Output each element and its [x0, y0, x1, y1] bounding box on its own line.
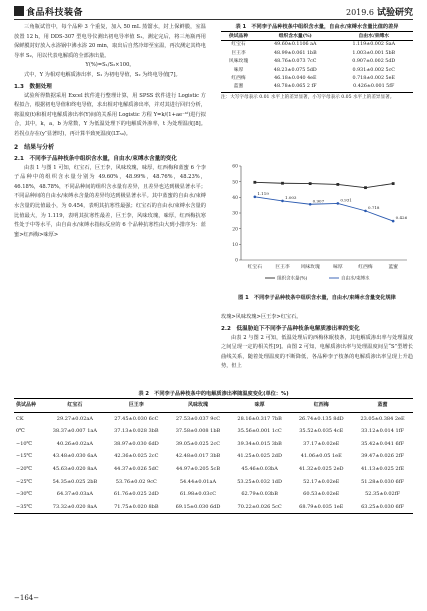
series-point-free-bound-ratio [254, 196, 257, 199]
table1-row [221, 50, 413, 58]
table2-block [14, 390, 413, 514]
table2-cell: 45.63±0.020 8aA [52, 465, 97, 472]
table2-cell: 44.37±0.026 5dC [114, 465, 159, 472]
table2-cell: 53.25±0.032 1dD [237, 478, 283, 485]
table2-cell: 54.44±0.01aA [179, 478, 217, 485]
series-point-water-content [281, 182, 284, 185]
table2-header: 蓝蜜 [377, 402, 388, 408]
legend-label: 自由水/束缚水 [341, 276, 370, 282]
right-column-text [221, 313, 413, 372]
table1-cell: 48.23±0.075 5dD [273, 67, 317, 73]
table2-caption: 表 2 不同李子品种枝条中的电解质渗出率随温度变化(单位：%) [138, 391, 289, 397]
journal-name: 食品科技装备 [26, 8, 84, 18]
table2-cell: 27.45±0.030 6cC [114, 415, 159, 422]
section-heading-1-3: 1.3 数据处理 [14, 83, 52, 90]
y-tick-label: 20 [232, 227, 238, 233]
table1-note: 注：大写字母表示 0.01 水平上的差异显著，小写字母表示 0.05 水平上的差异显著。 [221, 94, 395, 100]
section-name: 试验研究 [376, 8, 413, 18]
journal-logo-icon [14, 6, 24, 16]
table2-cell: 38.97±0.030 6dD [113, 440, 159, 447]
series-line-water-content [255, 182, 393, 187]
table1 [221, 31, 413, 93]
table2-row [14, 438, 413, 451]
table2-cell: 71.75±0.020 8bB [114, 503, 159, 510]
y-tick-label: 10 [232, 242, 238, 248]
table2-cell: 45.46±0.03bA [241, 465, 278, 472]
data-label: 0.907 [312, 198, 325, 204]
table1-cell: 48.76±0.073 7cC [274, 59, 317, 65]
series-point-water-content [364, 186, 367, 189]
table1-cell: 蓝蜜 [233, 84, 244, 90]
table2-cell: 41.32±0.025 2eD [299, 465, 344, 472]
table1-cell: 0.907±0.002 5dD [352, 59, 396, 65]
series-point-water-content [392, 182, 395, 185]
series-point-free-bound-ratio [364, 210, 367, 213]
table2-row [14, 425, 413, 438]
table2 [14, 398, 413, 514]
header-rule [14, 19, 413, 20]
table2-row [14, 463, 413, 476]
series-point-water-content [336, 183, 339, 186]
table2-cell: 41.06±0.05 1eE [300, 453, 342, 460]
table1-header: 供试品种 [228, 33, 249, 39]
x-tick-label: 风味玫瑰 [300, 265, 320, 270]
y-tick-label: 0 [235, 258, 238, 264]
table2-cell: 23.05±0.384 2eE [360, 415, 405, 422]
table2-header: 红西梅 [313, 402, 329, 408]
paragraph-results-2-2: 由表 2 与图 2 可知，低温处理后的西梅休眠枝条，其电解质渗出率与处理温度之间呈现一定的相关性[9]。由图 2 可知，电解质渗出率与处理温度间呈“S”型增长曲线关系，随着处理温度的不断降低，各品种李子枝条的电解质渗出率呈现上升趋势，但上 [221, 334, 413, 370]
table2-cell: 39.47±0.026 2fF [361, 453, 405, 460]
issue-number: 2019.6 [345, 8, 374, 17]
table2-cell: 35.56±0.001 1cC [237, 428, 282, 435]
table2-cell: 63.25±0.030 6fF [361, 503, 405, 510]
figure1-chart [221, 160, 413, 290]
table2-cell: −10℃ [16, 440, 33, 447]
table1-cell: 巨王李 [231, 50, 246, 56]
table1-cell: 1.119±0.002 SaA [352, 42, 396, 48]
table1-cell: 红西梅 [231, 76, 246, 82]
table2-cell: 64.37±0.03aA [56, 491, 93, 498]
table2-cell: 40.26±0.02aA [56, 440, 93, 447]
paragraph-results-2-1: 由表 1 与图 1 可知，红宝石，巨王李，风味玫瑰，味厚，红西梅和蓝蜜 6 个李子品种中的组织含水量分别为 49.60%，48.99%，48.76%，48.23%，46.18%，48.78%，不同品种间的组织含水量有差异，且差异也达到极显著水平；不同品种间的自由水/束缚水含量的差异均达到极显著水平。其中蓝蜜的自由水/束缚水含量的比值最小，为 0.454，表明其抗寒性最强；红宝石的自由水/束缚水含量的比值最大，为 1.119，表明其抗寒性最差，巨王李，风味玫瑰，味厚，红西梅抗寒性处于中等水平，由自由水/束缚水指标反应的 6 个品种抗寒性由大到小排序为：蓝蜜>红西梅>味厚> [14, 164, 206, 238]
table2-cell: CK [16, 415, 24, 422]
table2-row [14, 501, 413, 514]
table2-row [14, 476, 413, 489]
table2-cell: 37.58±0.008 1bB [175, 428, 221, 435]
table2-cell: 62.79±0.03bB [241, 491, 278, 498]
series-point-water-content [309, 182, 312, 185]
journal-logo [14, 5, 83, 18]
table1-cell: 味厚 [233, 67, 244, 73]
table1-cell: 红宝石 [231, 42, 246, 48]
issue-info [346, 5, 413, 18]
table2-header: 供试品种 [16, 402, 37, 408]
table2-cell: 28.16±0.317 7bB [237, 415, 282, 422]
table2-header: 味厚 [254, 402, 265, 408]
table1-cell: 0.931±0.002 5cC [352, 67, 395, 73]
table2-cell: 38.37±0.007 1aA [52, 428, 97, 435]
data-label: 0.718 [368, 204, 380, 210]
table2-cell: 27.53±0.037 9cC [175, 415, 221, 422]
page-number: −164− [14, 594, 40, 602]
legend-label: 组织含水量(%) [277, 276, 308, 282]
table1-cell: 0.718±0.002 5eE [352, 76, 395, 82]
data-label: 1.119 [257, 190, 269, 196]
table1-header: 自由水/束缚水 [358, 33, 390, 39]
table2-cell: 69.15±0.030 6dD [175, 503, 221, 510]
series-point-free-bound-ratio [392, 220, 395, 223]
table2-cell: 52.17±0.02eE [303, 478, 340, 485]
table2-row [14, 488, 413, 501]
series-point-free-bound-ratio [281, 200, 284, 203]
table2-cell: 52.35±0.02fF [365, 491, 401, 498]
formula: Y(%)=S₁/S₂×100。 [85, 62, 135, 69]
x-tick-label: 红宝石 [247, 265, 263, 270]
paragraph-method: 三角瓶试管中，每个品种 3 个重复，加入 50 mL 蒸馏水，封上保鲜膜，室温放置 12 h，用 DDS-307 型电导仪测出初电导率值 S₁，测定完后，将三角瓶再用保鲜膜封好放入水浴锅中沸水浴 20 min，取出后自然冷却至室温，再次测定其终电导率 S₂，用以代表电解质的全部渗出量。 [14, 24, 206, 59]
table2-cell: 54.35±0.025 2bB [52, 478, 98, 485]
table1-cell: 49.60±0.1106 aA [274, 42, 317, 48]
table1-cell: 48.99±0.061 1bB [273, 50, 317, 56]
table2-cell: 35.42±0.041 6fF [361, 440, 405, 447]
table2-header-row [14, 399, 413, 413]
data-label: 0.426 [395, 215, 408, 221]
table1-row [221, 58, 413, 66]
table2-cell: 33.12±0.014 1fF [361, 428, 405, 435]
table1-caption: 表 1 不同李子品种枝条中组织含水量，自由水/束缚水含量比值的差异 [235, 24, 399, 30]
table2-cell: −30℃ [16, 491, 33, 498]
table1-row [221, 83, 413, 92]
table2-header: 巨王李 [128, 402, 144, 408]
table2-cell: 51.28±0.030 6fF [361, 478, 405, 485]
paragraph-formula-note: 式中，Y 为相对电解质渗出率，S₁ 为初电导值，S₂ 为终电导值[7]。 [24, 71, 181, 78]
table2-cell: −25℃ [16, 478, 33, 485]
data-label: 0.931 [340, 197, 352, 203]
table2-cell: 73.32±0.020 8aA [52, 503, 97, 510]
table2-cell: −20℃ [16, 465, 33, 472]
table2-row [14, 450, 413, 463]
table2-header: 红宝石 [67, 402, 83, 408]
table1-cell: 0.426±0.001 5fF [353, 84, 395, 90]
x-tick-label: 蓝蜜 [388, 265, 398, 270]
table2-cell: 35.52±0.035 4cE [299, 428, 344, 435]
figure1-caption: 图 1 不同李子品种枝条中组织含水量，自由水/束缚水含量变化规律 [238, 295, 396, 301]
table2-row [14, 412, 413, 425]
table2-cell: 61.98±0.03cC [179, 491, 217, 498]
table2-cell: 61.76±0.025 2dD [113, 491, 159, 498]
paragraph-data-processing: 试验所得数据采用 Excel 软件进行整理计算，用 SPSS 软件进行 Logistic 方程拟合，根据初电导值和终电导值，求出相对电解质渗出率，并对其进行回归分析，将温度(t)和相对电解质渗出率(Y)间的关系用 Logistic 方程 Y=k/(1+ae⁻ᵇᵗ)进行拟合，其中，k，a，b 为常数，Y 为低温处理下的电解质外渗率，t 为处理温度[8]。若拐点存在(y″显著时)，再计算半致死温度(LT₅₀)。 [14, 92, 206, 137]
table1-cell: 46.18±0.040 4eE [274, 76, 317, 82]
table2-cell: 68.79±0.035 1eE [299, 503, 344, 510]
x-tick-label: 红西梅 [358, 265, 373, 270]
section-heading-2: 2 结果与分析 [14, 143, 55, 151]
left-column [14, 23, 206, 240]
table1-row [221, 67, 413, 75]
table2-cell: 37.17±0.02eE [303, 440, 340, 447]
x-tick-label: 巨王李 [275, 265, 290, 270]
y-tick-label: 60 [232, 164, 238, 170]
table2-cell: 70.22±0.026 5cC [237, 503, 282, 510]
table2-cell: 53.76±0.02 9cC [115, 478, 157, 485]
y-tick-label: 30 [232, 211, 238, 217]
data-label: 1.003 [285, 194, 297, 200]
y-tick-label: 50 [232, 180, 238, 186]
table2-cell: 29.27±0.02aA [56, 415, 93, 422]
section-heading-2-2: 2.2 低温胁迫下不同李子品种枝条电解质渗出率的变化 [221, 325, 360, 332]
table2-cell: −15℃ [16, 453, 33, 460]
x-tick-label: 味厚 [333, 265, 343, 270]
table2-cell: 39.34±0.015 3bB [237, 440, 282, 447]
table2-cell: 60.53±0.02eE [303, 491, 340, 498]
table1-cell: 风味玫瑰 [228, 59, 249, 65]
table2-cell: 41.25±0.025 2dD [237, 453, 283, 460]
y-tick-label: 40 [232, 195, 238, 201]
table2-cell: 41.13±0.025 2fE [361, 465, 405, 472]
table1-cell: 48.78±0.065 2 fF [273, 84, 317, 90]
table1-header-row [221, 32, 413, 41]
series-point-free-bound-ratio [309, 203, 312, 206]
series-point-water-content [253, 181, 256, 184]
table2-cell: 44.97±0.205 5cB [175, 465, 220, 472]
table1-row [221, 41, 413, 50]
table2-cell: 42.48±0.017 3bB [175, 453, 221, 460]
paragraph-results-cont: 玫瑰>风味玫瑰>巨王李>红宝石。 [221, 314, 302, 320]
table2-cell: 0℃ [16, 428, 25, 435]
table2-header: 风味玫瑰 [187, 402, 208, 408]
table1-cell: 1.003±0.001 5bB [352, 50, 396, 56]
table2-cell: 37.13±0.028 3bB [114, 428, 159, 435]
table2-cell: 39.05±0.025 2cC [175, 440, 221, 447]
table1-block [221, 23, 413, 101]
table1-row [221, 75, 413, 83]
table1-header: 组织含水量(%) [278, 33, 312, 39]
table2-cell: 42.36±0.025 2cC [114, 453, 159, 460]
section-heading-2-1: 2.1 不同李子品种枝条中组织含水量，自由水/束缚水含量的变化 [14, 155, 177, 162]
table2-cell: −35℃ [16, 503, 33, 510]
page-header [14, 5, 413, 19]
table2-cell: 43.48±0.030 6aA [52, 453, 97, 460]
table2-cell: 26.74±0.135 8dD [298, 415, 344, 422]
series-point-free-bound-ratio [337, 202, 340, 205]
